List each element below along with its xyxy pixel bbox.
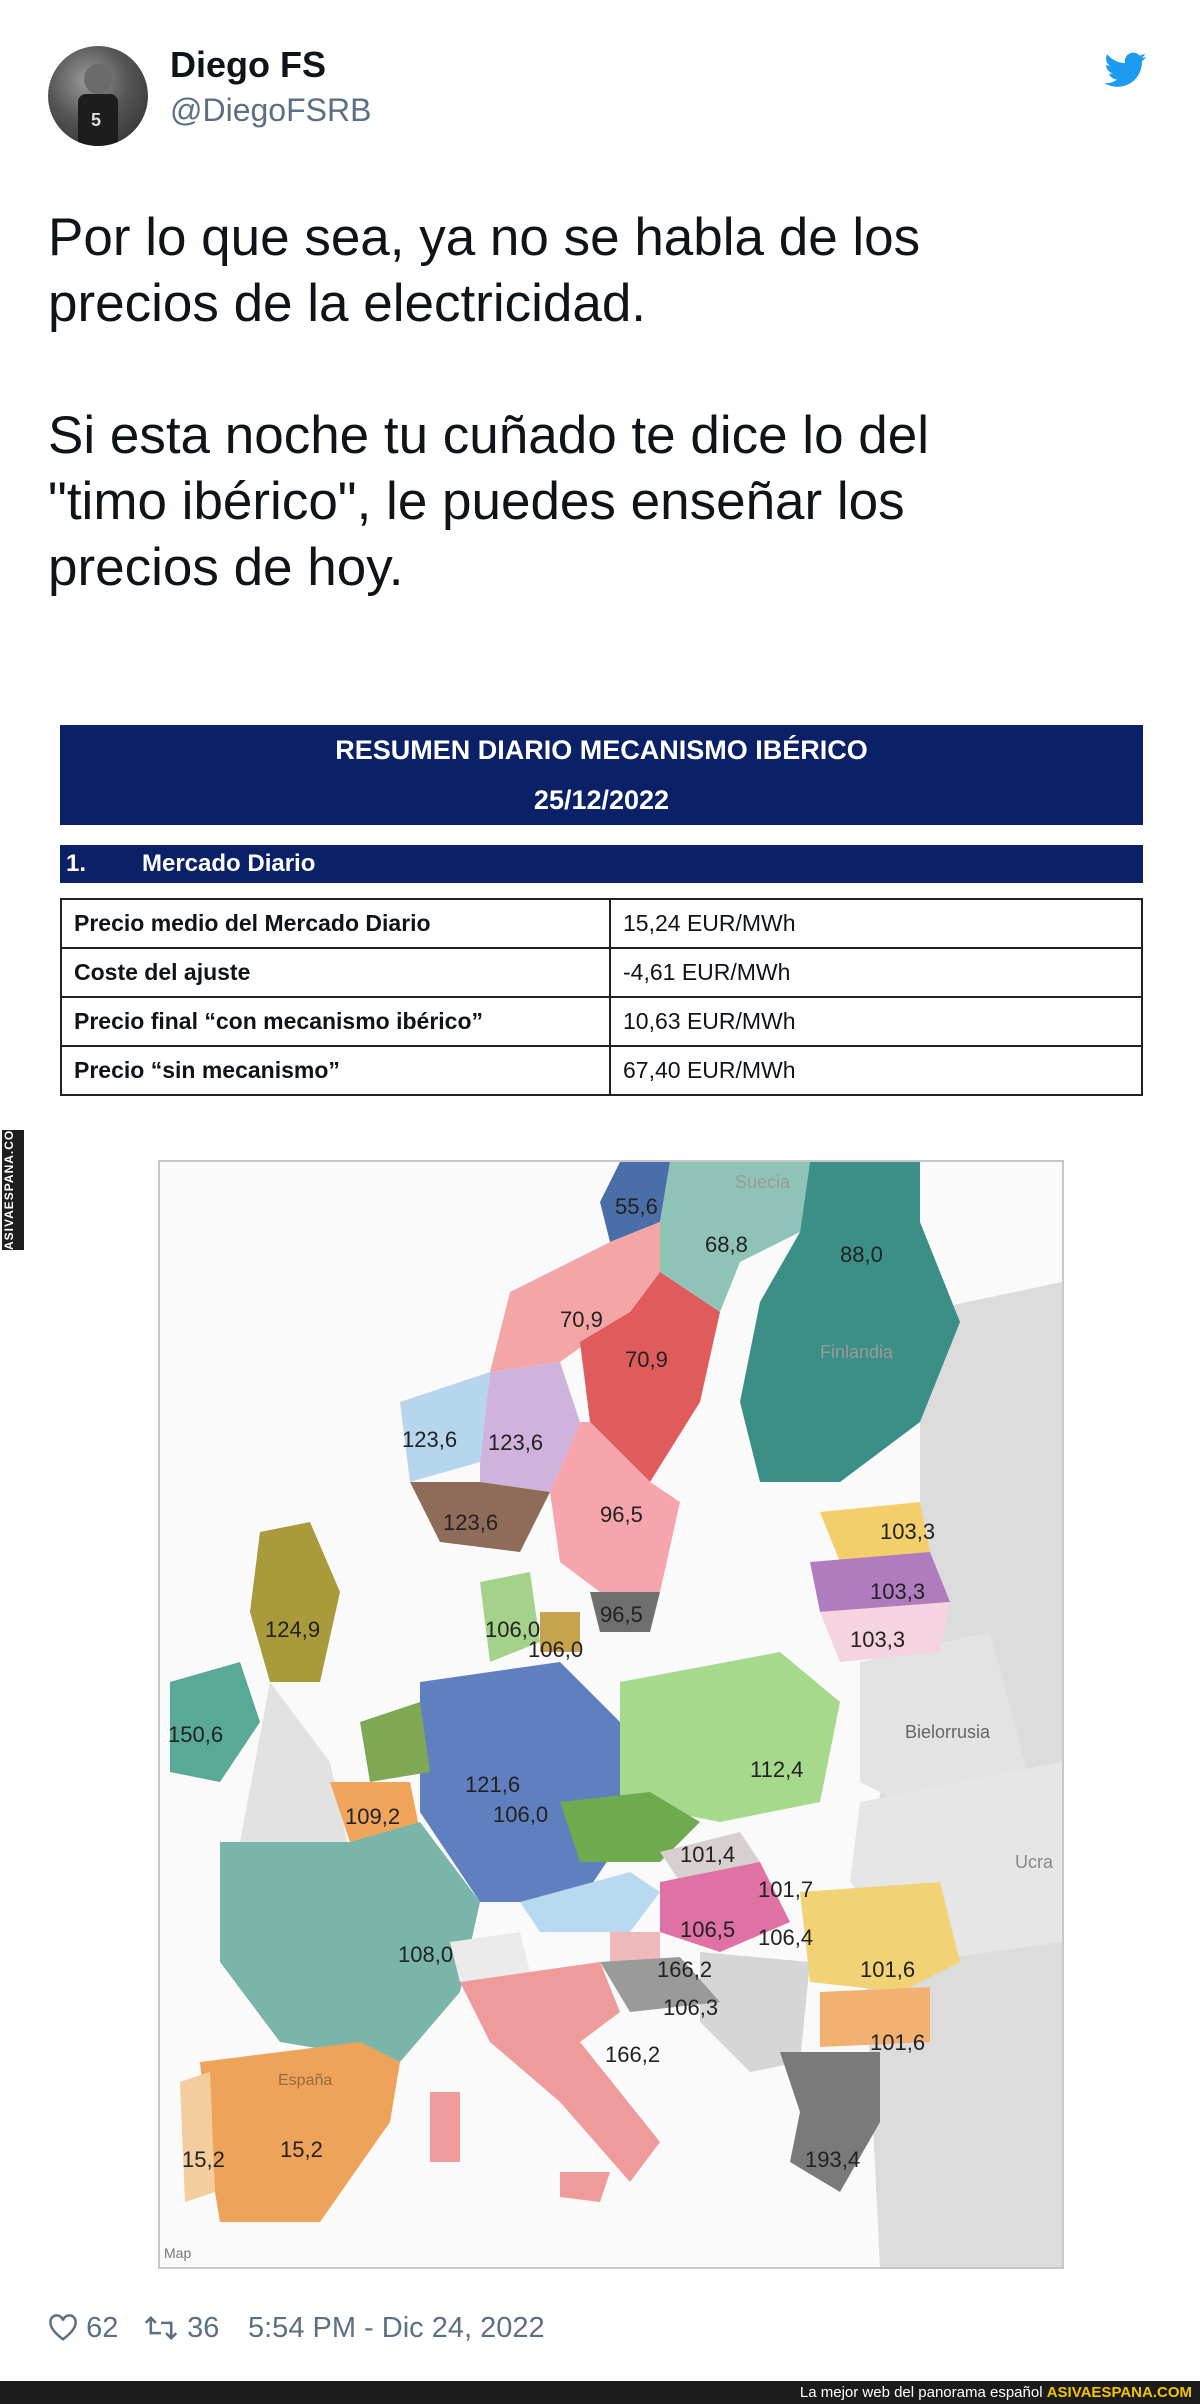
price-ro: 101,6 (860, 1957, 916, 1982)
price-cz: 101,4 (680, 1842, 736, 1867)
price-it: 166,2 (605, 2042, 661, 2067)
summary-date: 25/12/2022 (533, 785, 670, 815)
footer-brand[interactable]: ASIVAESPANA.COM (1046, 2384, 1192, 2401)
retweet-icon (143, 2314, 179, 2342)
region-gb (250, 1522, 340, 1682)
summary-header (60, 725, 1143, 825)
author-name[interactable]: Diego FS (170, 44, 327, 85)
price-lv: 103,3 (870, 1579, 926, 1604)
section-bar (60, 845, 1143, 883)
map-svg (160, 1162, 1062, 2267)
table-row (61, 948, 1142, 997)
author-avatar[interactable] (48, 46, 148, 146)
price-fi: 88,0 (840, 1242, 883, 1267)
heart-icon (48, 2314, 78, 2342)
avatar-jersey-number: 5 (91, 110, 102, 130)
row-value: 15,24 EUR/MWh (610, 899, 1142, 948)
price-se3: 96,5 (600, 1502, 643, 1527)
region-es (200, 2042, 400, 2222)
price-gr: 193,4 (805, 2147, 861, 2172)
table-row (61, 1046, 1142, 1095)
footer-tagline: La mejor web del panorama español (799, 2384, 1043, 2401)
map-label-spain: España (278, 2072, 333, 2089)
footer-watermark-text (800, 2384, 1192, 2401)
section-label: Mercado Diario (142, 850, 316, 877)
region-sicily (560, 2172, 610, 2202)
row-label: Precio final “con mecanismo ibérico” (61, 997, 610, 1046)
map-label-finland: Finlandia (820, 1342, 894, 1362)
price-si: 166,2 (657, 1957, 713, 1982)
row-label: Coste del ajuste (61, 948, 610, 997)
price-bg: 101,6 (870, 2030, 926, 2055)
summary-table (60, 898, 1143, 1096)
section-number: 1. (66, 850, 87, 877)
region-pt (180, 2072, 215, 2202)
map-label-belarus: Bielorrusia (905, 1722, 991, 1742)
price-no2: 123,6 (443, 1510, 499, 1535)
like-count: 62 (86, 2312, 119, 2344)
map-credit: Map (164, 2245, 192, 2261)
price-ee: 103,3 (880, 1519, 936, 1544)
price-gb: 124,9 (265, 1617, 321, 1642)
price-fr: 108,0 (398, 1942, 454, 1967)
price-se4: 96,5 (600, 1602, 643, 1627)
price-at: 106,5 (680, 1917, 736, 1942)
summary-title: RESUMEN DIARIO MECANISMO IBÉRICO (335, 735, 868, 765)
region-si (610, 1932, 660, 1962)
row-value: -4,61 EUR/MWh (610, 948, 1142, 997)
row-value: 67,40 EUR/MWh (610, 1046, 1142, 1095)
tweet-timestamp[interactable]: 5:54 PM - Dic 24, 2022 (248, 2312, 545, 2344)
map-label-ukraine: Ucra (1015, 1852, 1054, 1872)
author-handle[interactable]: @DiegoFSRB (170, 92, 372, 128)
price-es: 15,2 (280, 2137, 323, 2162)
region-sardinia (430, 2092, 460, 2162)
side-watermark: ASIVAESPANA.COM (2, 1130, 24, 1250)
price-nl: 121,6 (465, 1772, 521, 1797)
price-ie: 150,6 (168, 1722, 224, 1747)
europe-price-map (158, 1160, 1064, 2269)
price-se1: 68,8 (705, 1232, 748, 1257)
price-no1: 123,6 (488, 1430, 544, 1455)
price-pl: 112,4 (750, 1757, 804, 1782)
price-hu: 106,4 (758, 1925, 814, 1950)
table-row (61, 899, 1142, 948)
price-pt: 15,2 (182, 2147, 225, 2172)
row-label: Precio medio del Mercado Diario (61, 899, 610, 948)
price-dk1: 106,0 (485, 1617, 541, 1642)
footer-watermark (0, 2381, 1200, 2404)
row-label: Precio “sin mecanismo” (61, 1046, 610, 1095)
row-value: 10,63 EUR/MWh (610, 997, 1142, 1046)
table-row (61, 997, 1142, 1046)
twitter-bird-icon[interactable] (1105, 52, 1147, 88)
price-no4: 55,6 (615, 1194, 658, 1219)
price-sk: 101,7 (758, 1877, 814, 1902)
price-dk2: 106,0 (528, 1637, 584, 1662)
retweet-button[interactable] (143, 2312, 219, 2345)
retweet-count: 36 (187, 2312, 220, 2344)
price-se2: 70,9 (625, 1347, 668, 1372)
price-be: 109,2 (345, 1804, 401, 1829)
tweet-text: Por lo que sea, ya no se habla de los precios de la electricidad. Si esta noche tu cuñado te dice lo del "timo ibérico", le puedes enseñar los precios de hoy. (48, 208, 929, 597)
map-label-sweden: Suecia (735, 1172, 791, 1192)
price-de: 106,0 (493, 1802, 549, 1827)
price-hr: 106,3 (663, 1995, 719, 2020)
region-nl (360, 1702, 430, 1782)
avatar-head (84, 64, 112, 94)
price-no3: 70,9 (560, 1307, 603, 1332)
price-no5: 123,6 (402, 1427, 458, 1452)
like-button[interactable] (48, 2312, 118, 2345)
price-lt: 103,3 (850, 1627, 906, 1652)
